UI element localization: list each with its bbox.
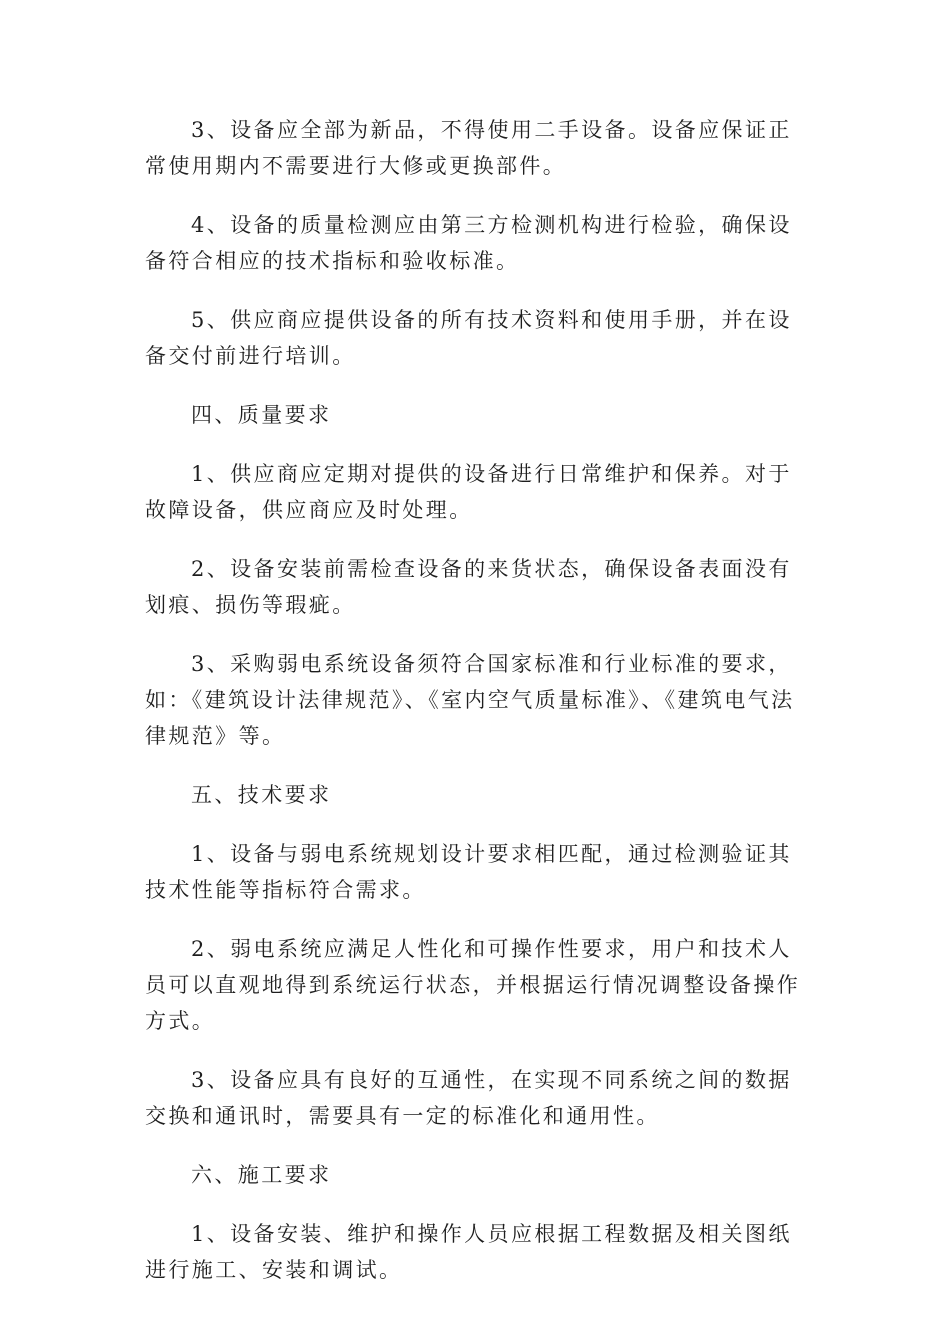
paragraph-design-match: 1、设备与弱电系统规划设计要求相匹配，通过检测验证其技术性能等指标符合需求。 [145,842,792,902]
paragraph-supplier-docs: 5、供应商应提供设备的所有技术资料和使用手册，并在设备交付前进行培训。 [145,308,792,368]
paragraph-usability: 2、弱电系统应满足人性化和可操作性要求，用户和技术人员可以直观地得到系统运行状态，并根据运行情况调整设备操作方式。 [145,937,801,1033]
paragraph-installation: 1、设备安装、维护和操作人员应根据工程数据及相关图纸进行施工、安装和调试。 [145,1222,792,1282]
document-body [145,112,810,1311]
paragraph-maintenance: 1、供应商应定期对提供的设备进行日常维护和保养。对于故障设备，供应商应及时处理。 [145,462,792,522]
paragraph-standards: 3、采购弱电系统设备须符合国家标准和行业标准的要求，如：《建筑设计法律规范》、《室内空气质量标准》、《建筑电气法律规范》等。 [145,652,795,748]
paragraph-interoperability: 3、设备应具有良好的互通性，在实现不同系统之间的数据交换和通讯时，需要具有一定的标准化和通用性。 [145,1068,792,1128]
section-heading-technical: 五、技术要求 [191,783,332,807]
paragraph-quality-inspection: 4、设备的质量检测应由第三方检测机构进行检验，确保设备符合相应的技术指标和验收标准。 [145,213,792,273]
paragraph-device-new: 3、设备应全部为新品，不得使用二手设备。设备应保证正常使用期内不需要进行大修或更换部件。 [145,118,792,178]
section-heading-quality: 四、质量要求 [191,403,332,427]
paragraph-arrival-check: 2、设备安装前需检查设备的来货状态，确保设备表面没有划痕、损伤等瑕疵。 [145,557,792,617]
section-heading-construction: 六、施工要求 [191,1163,332,1187]
